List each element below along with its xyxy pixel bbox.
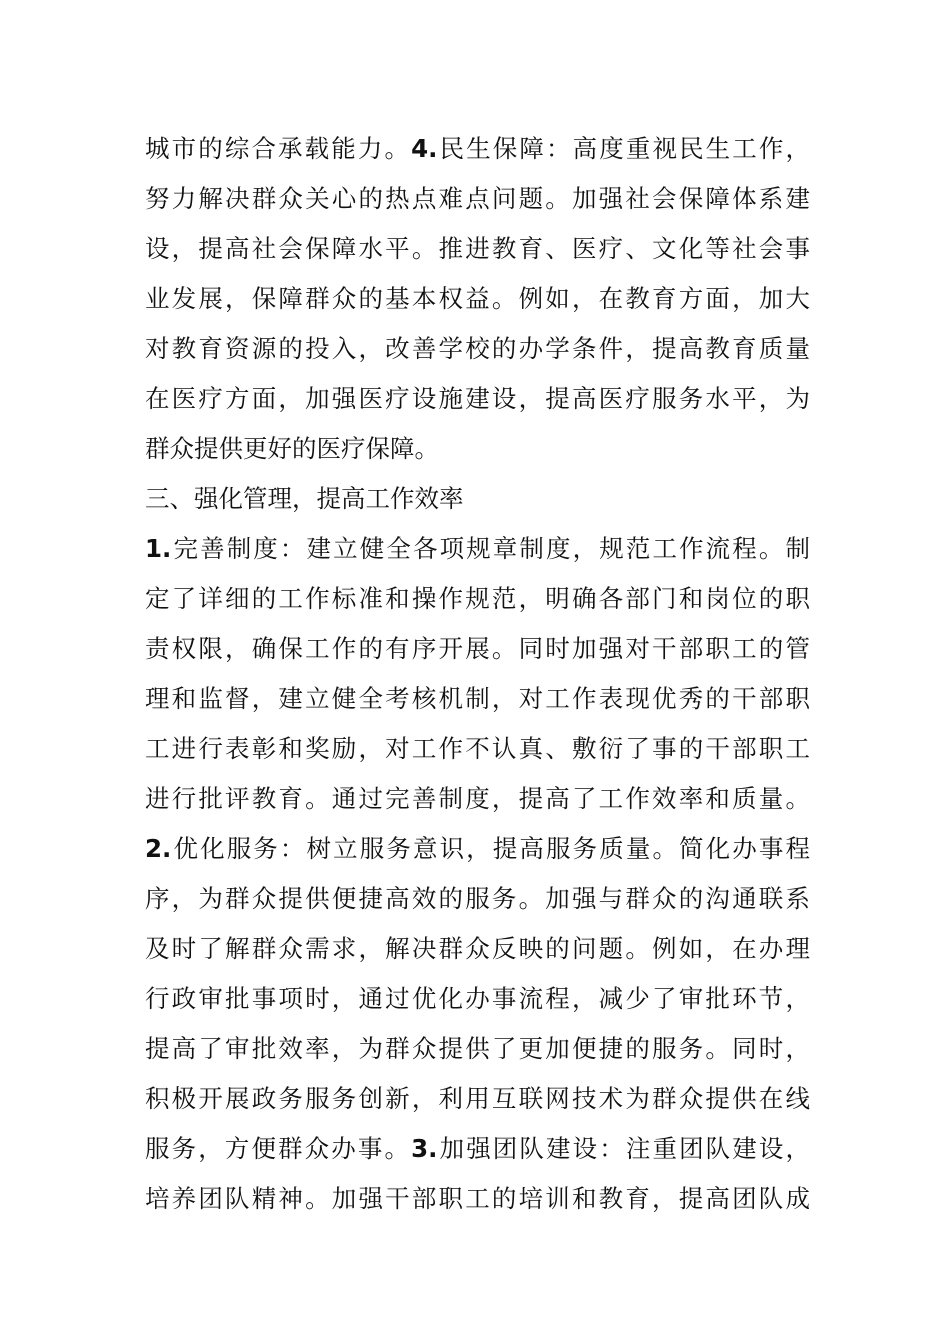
item-number: 4.	[411, 134, 438, 163]
text-line	[145, 424, 810, 474]
text-line	[145, 224, 810, 274]
text-line	[145, 674, 810, 724]
line-text: 努力解决群众关心的热点难点问题。加强社会保障体系建	[145, 184, 810, 213]
text-line	[145, 1174, 810, 1224]
text-line	[145, 974, 810, 1024]
text-line	[145, 924, 810, 974]
line-text: 加强团队建设：注重团队建设，	[437, 1134, 811, 1163]
text-line	[145, 124, 810, 174]
item-number: 1.	[145, 534, 172, 563]
line-text: 民生保障：高度重视民生工作，	[437, 134, 811, 163]
line-text: 在医疗方面，加强医疗设施建设，提高医疗服务水平，为	[145, 384, 810, 413]
text-line	[145, 624, 810, 674]
text-line	[145, 1074, 810, 1124]
line-text: 业发展，保障群众的基本权益。例如，在教育方面，加大	[145, 284, 810, 313]
text-line	[145, 824, 810, 874]
line-text: 提高了审批效率，为群众提供了更加便捷的服务。同时，	[145, 1034, 810, 1063]
line-text: 群众提供更好的医疗保障。	[145, 434, 439, 463]
document-body	[145, 124, 810, 1224]
item-number: 2.	[145, 834, 172, 863]
line-text: 行政审批事项时，通过优化办事流程，减少了审批环节，	[145, 984, 810, 1013]
line-text: 进行批评教育。通过完善制度，提高了工作效率和质量。	[145, 784, 810, 813]
text-line	[145, 474, 810, 524]
text-line	[145, 324, 810, 374]
line-text: 定了详细的工作标准和操作规范，明确各部门和岗位的职	[145, 584, 810, 613]
line-leading-text: 服务，方便群众办事。	[145, 1134, 412, 1163]
line-text: 设，提高社会保障水平。推进教育、医疗、文化等社会事	[145, 234, 810, 263]
line-text: 完善制度：建立健全各项规章制度，规范工作流程。制	[171, 534, 810, 563]
line-text: 工进行表彰和奖励，对工作不认真、敷衍了事的干部职工	[145, 734, 810, 763]
text-line	[145, 724, 810, 774]
text-line	[145, 574, 810, 624]
text-line	[145, 874, 810, 924]
text-line	[145, 174, 810, 224]
line-text: 对教育资源的投入，改善学校的办学条件，提高教育质量	[145, 334, 810, 363]
line-text: 积极开展政务服务创新，利用互联网技术为群众提供在线	[145, 1084, 810, 1113]
line-leading-text: 城市的综合承载能力。	[145, 134, 412, 163]
line-text: 理和监督，建立健全考核机制，对工作表现优秀的干部职	[145, 684, 810, 713]
text-line	[145, 274, 810, 324]
line-text: 三、强化管理，提高工作效率	[145, 484, 464, 513]
text-line	[145, 1024, 810, 1074]
line-text: 责权限，确保工作的有序开展。同时加强对干部职工的管	[145, 634, 810, 663]
text-line	[145, 1124, 810, 1174]
line-text: 优化服务：树立服务意识，提高服务质量。简化办事程	[171, 834, 810, 863]
text-line	[145, 374, 810, 424]
line-text: 及时了解群众需求，解决群众反映的问题。例如，在办理	[145, 934, 810, 963]
line-text: 序，为群众提供便捷高效的服务。加强与群众的沟通联系	[145, 884, 810, 913]
line-text: 培养团队精神。加强干部职工的培训和教育，提高团队成	[145, 1184, 810, 1213]
item-number: 3.	[411, 1134, 438, 1163]
text-line	[145, 774, 810, 824]
text-line	[145, 524, 810, 574]
